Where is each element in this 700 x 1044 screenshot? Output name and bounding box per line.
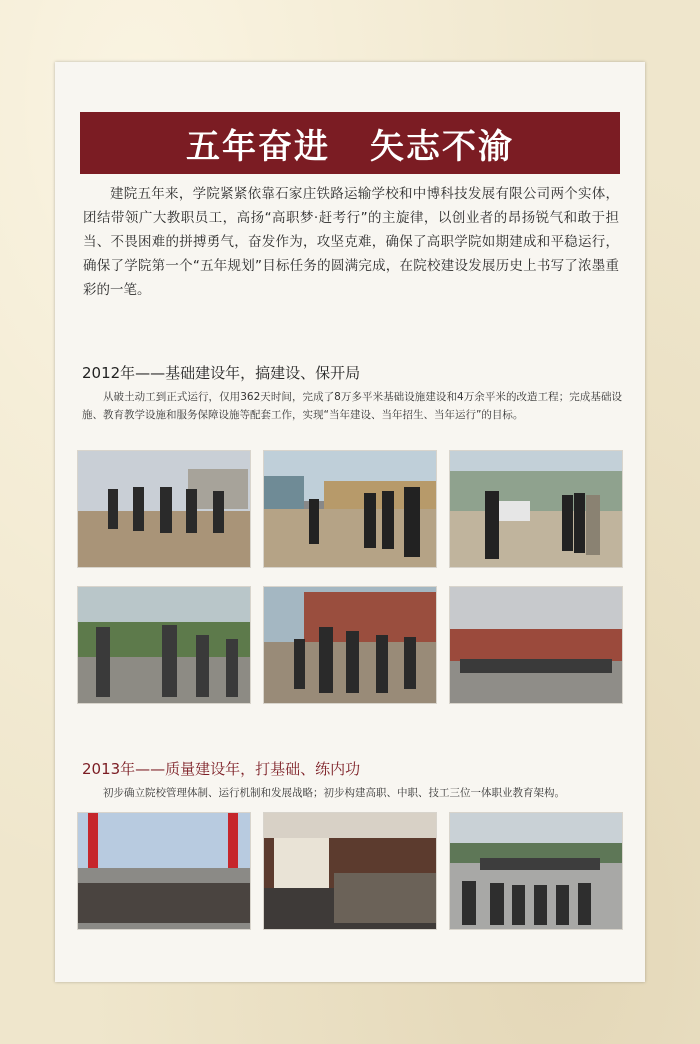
banner-title-left: 五年奋进 <box>186 126 330 167</box>
intro-paragraph: 建院五年来，学院紧紧依靠石家庄铁路运输学校和中博科技发展有限公司两个实体，团结带领广大教职员工，高扬“高职梦·赶考行”的主旋律，以创业者的昂扬锐气和敢于担当、不畏困难的拼搏勇气，奋发作为，攻坚克难，确保了高职学院如期建成和平稳运行，确保了学院第一个“五年规划”目标任务的圆满完成，在院校建设发展历史上书写了浓墨重彩的一笔。 <box>83 186 619 298</box>
section-2012-text: 从破土动工到正式运行，仅用362天时间，完成了8万多平米基础设施建设和4万余平米的改造工程；完成基础设施、教育教学设施和服务保障设施等配套工作，实现“当年建设、当年招生、当年运行”的目标。 <box>82 391 622 421</box>
photo-construction-site-2 <box>263 450 437 568</box>
photo-campus-plaza <box>77 812 251 930</box>
photo-inspection-2 <box>263 586 437 704</box>
section-2013-title: 2013年——质量建设年，打基础、练内功 <box>82 760 361 778</box>
photo-campus-group <box>449 586 623 704</box>
section-2012-title: 2012年——基础建设年，搞建设、保开局 <box>82 364 361 382</box>
photo-inspection-1 <box>77 586 251 704</box>
banner-title <box>80 112 620 174</box>
photo-auditorium <box>263 812 437 930</box>
section-2013-text: 初步确立院校管理体制、运行机制和发展战略；初步构建高职、中职、技工三位一体职业教育架构。 <box>103 787 565 799</box>
banner-title-right: 矢志不渝 <box>370 126 514 167</box>
photo-construction-site-1 <box>77 450 251 568</box>
photo-campus-assembly <box>449 812 623 930</box>
photo-construction-site-3 <box>449 450 623 568</box>
poster-board <box>55 62 645 982</box>
